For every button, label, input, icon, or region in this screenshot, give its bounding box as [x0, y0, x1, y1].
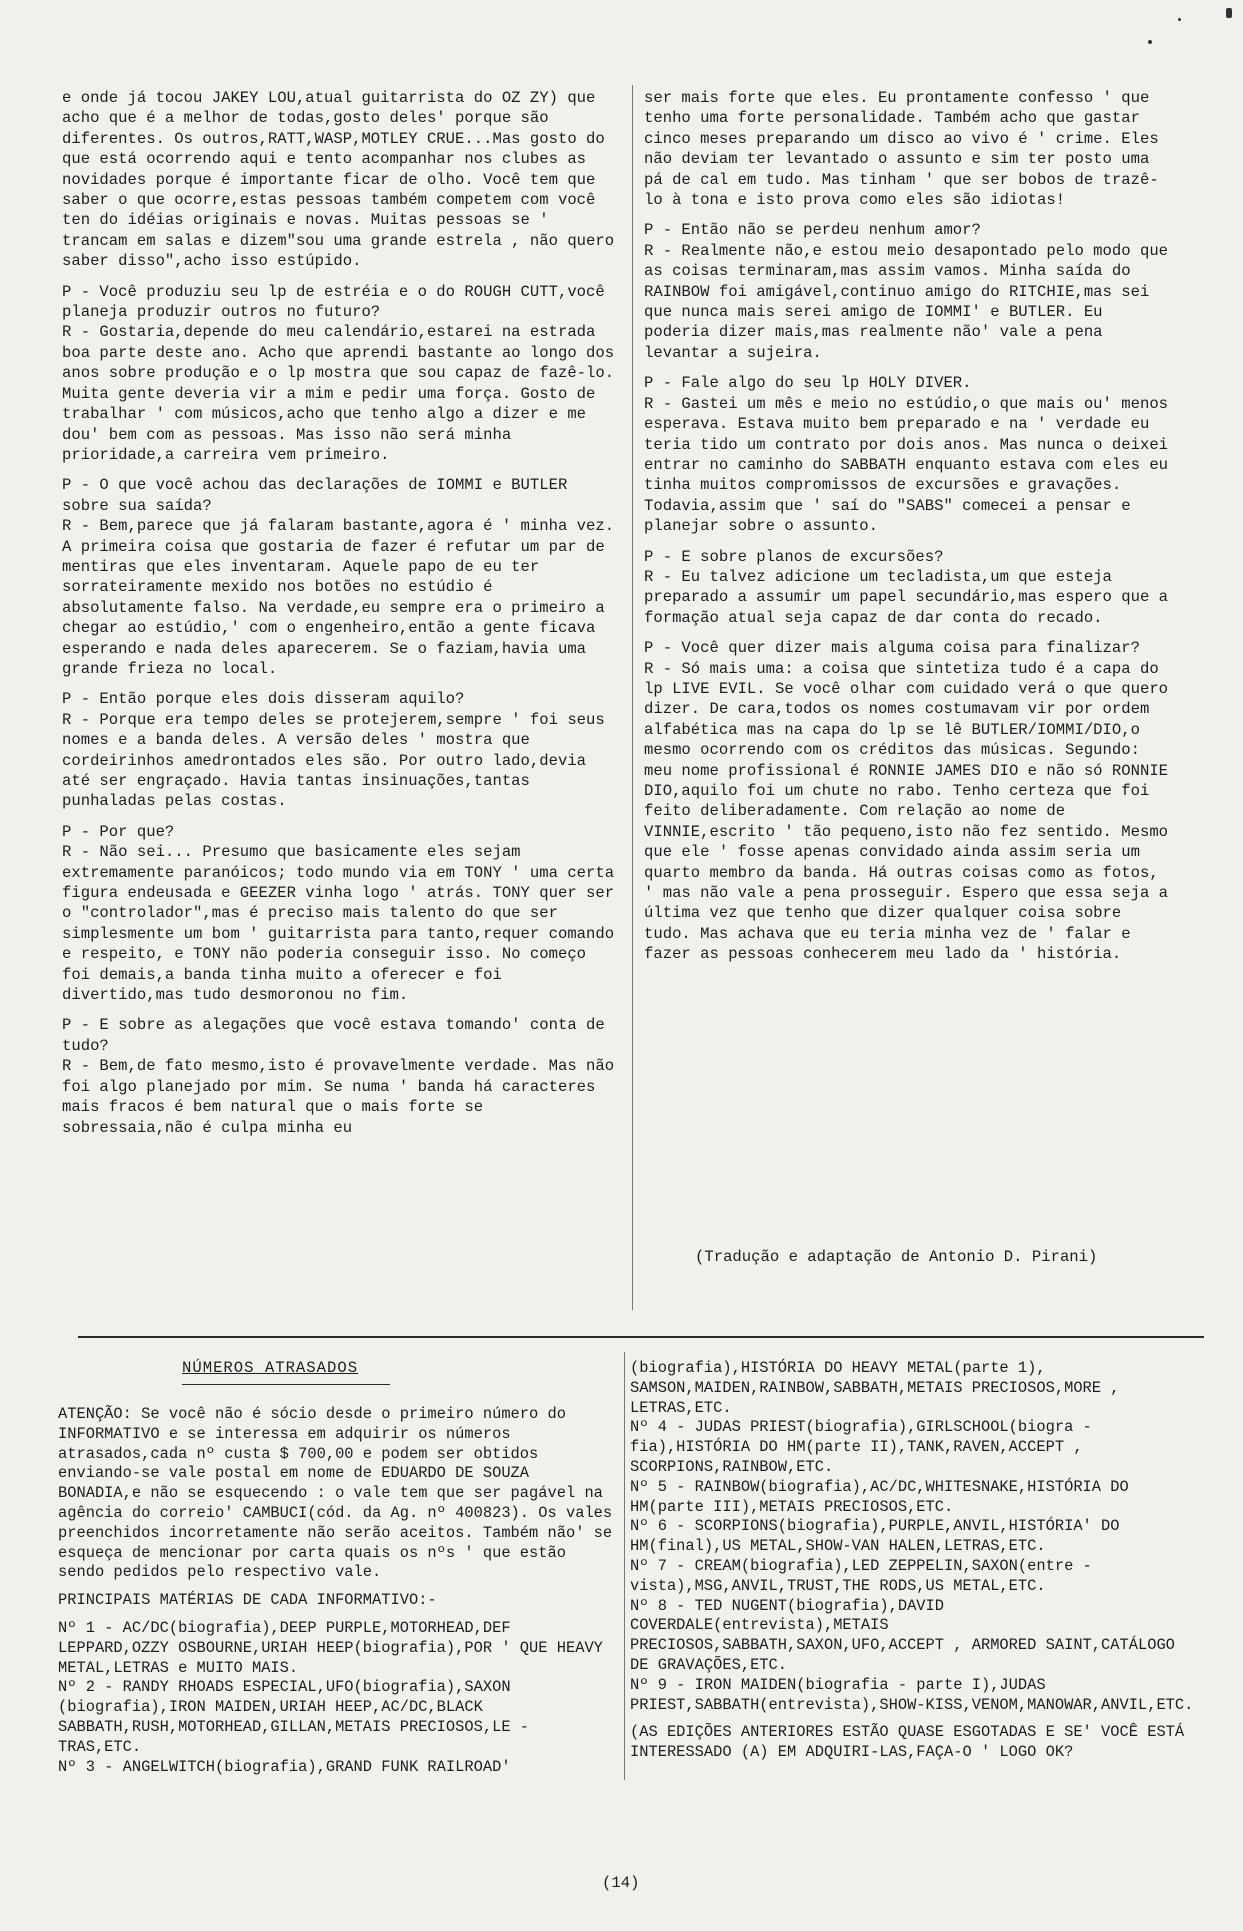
section-divider-rule [78, 1336, 1204, 1338]
back-issues-closing-note: (AS EDIÇÕES ANTERIORES ESTÃO QUASE ESGOTADAS E SE' VOCÊ ESTÁ INTERESSADO (A) EM ADQUIRI-LAS,FAÇA-O ' LOGO OK? [630, 1723, 1194, 1762]
issue-item: (biografia),HISTÓRIA DO HEAVY METAL(parte 1), SAMSON,MAIDEN,RAINBOW,SABBATH,METAIS PRECIOSOS,MORE , LETRAS,ETC. [630, 1359, 1129, 1417]
issue-item: Nº 6 - SCORPIONS(biografia),PURPLE,ANVIL,HISTÓRIA' DO HM(final),US METAL,SHOW-VAN HALEN,LETRAS,ETC. [630, 1517, 1129, 1556]
title-double-underline [182, 1384, 390, 1385]
issue-item: Nº 4 - JUDAS PRIEST(biografia),GIRLSCHOOL(biogra - fia),HISTÓRIA DO HM(parte II),TANK,RAVEN,ACCEPT , SCORPIONS,RAINBOW,ETC. [630, 1418, 1102, 1476]
interview-qa: P - Por que? R - Não sei... Presumo que basicamente eles sejam extremamente paranóicos; todo mundo via em TONY ' uma certa figura endeusada e GEEZER vinha logo ' atrás. TONY quer ser o "controlador",mas é preciso mais talento do que ser simplesmente um bom ' guitarrista para tanto,requer comando e respeito, e TONY não poderia conseguir isso. No começo foi demais,a banda tinha muito a oferecer e foi divertido,mas tudo desmoronou no fim. [62, 822, 615, 1005]
back-issues-right-column [630, 1359, 1200, 1763]
issue-item: Nº 2 - RANDY RHOADS ESPECIAL,UFO(biografia),SAXON (biografia),IRON MAIDEN,URIAH HEEP,AC/DC,BLACK SABBATH,RUSH,MOTORHEAD,GILLAN,METAIS PRECIOSOS,LE - TRAS,ETC. [58, 1678, 539, 1756]
interview-qa: P - Fale algo do seu lp HOLY DIVER. R - Gastei um mês e meio no estúdio,o que mais ou' menos esperava. Estava muito bem preparado e na ' verdade eu teria tido um contrato por dois anos. Mas nunca o deixei entrar no caminho do SABBATH enquanto estava com eles eu tinha muitos compromissos de excursões e gravações. Todavia,assim que ' saí do "SABS" comecei a pensar e planejar sobre o assunto. [644, 374, 1169, 536]
column-divider [624, 1352, 625, 1780]
back-issues-notice: ATENÇÃO: Se você não é sócio desde o primeiro número do INFORMATIVO e se interessa em adquirir os números atrasados,cada nº custa $ 700,00 e podem ser obtidos enviando-se vale postal em nome de EDUARDO DE SOUZA BONADIA,e não se esquecendo : o vale tem que ser pagável na agência do correio' CAMBUCI(cód. da Ag. nº 400823). Os vales preenchidos incorretamente não serão aceitos. Também não' se esqueça de mencionar por carta quais os nºs ' que estão sendo pedidos pelo respectivo vale. [58, 1405, 622, 1582]
issue-item: Nº 7 - CREAM(biografia),LED ZEPPELIN,SAXON(entre - vista),MSG,ANVIL,TRUST,THE RODS,US METAL,ETC. [630, 1556, 1102, 1595]
interview-qa: P - E sobre planos de excursões? R - Eu talvez adicione um tecladista,um que esteja preparado a assumir um papel secundário,mas espero que a formação atual seja capaz de dar conta do recado. [644, 547, 1169, 627]
column-divider [632, 85, 633, 1310]
article-paragraph: ser mais forte que eles. Eu prontamente confesso ' que tenho uma forte personalidade. Também acho que gastar cinco meses preparando um disco ao vivo é ' crime. Eles não deviam ter levantado o assunto e sim ter posto uma pá de cal em tudo. Mas tinham ' que ser bobos de trazê-lo à tona e isto prova como eles são idiotas! [644, 89, 1169, 210]
back-issues-left-column [58, 1405, 620, 1777]
interview-qa: P - Então porque eles dois disseram aquilo? R - Porque era tempo deles se protejerem,sempre ' foi seus nomes e a banda deles. A versão deles ' mostra que cordeirinhos amedrontados eles são. Por outro lado,devia até ser engraçado. Havia tantas insinuações,tantas punhaladas pelas costas. [62, 690, 605, 811]
issue-item: Nº 3 - ANGELWITCH(biografia),GRAND FUNK RAILROAD' [58, 1757, 511, 1776]
ink-speck [1226, 8, 1232, 18]
issue-item: Nº 9 - IRON MAIDEN(biografia - parte I),JUDAS PRIEST,SABBATH(entrevista),SHOW-KISS,VENOM,MANOWAR,ANVIL,ETC. [630, 1675, 1194, 1714]
issue-item: Nº 1 - AC/DC(biografia),DEEP PURPLE,MOTORHEAD,DEF LEPPARD,OZZY OSBOURNE,URIAH HEEP(biografia),POR ' QUE HEAVY METAL,LETRAS e MUITO MAIS. [58, 1618, 613, 1677]
issue-item: Nº 8 - TED NUGENT(biografia),DAVID COVERDALE(entrevista),METAIS PRECIOSOS,SABBATH,SAXON,UFO,ACCEPT , ARMORED SAINT,CATÁLOGO DE GRAVAÇÕES,ETC. [630, 1596, 1185, 1674]
interview-qa: P - O que você achou das declarações de IOMMI e BUTLER sobre sua saída? R - Bem,parece que já falaram bastante,agora é ' minha vez. A primeira coisa que gostaria de fazer é refutar um par de mentiras que eles inventaram. Aquele papo de eu ter sorrateiramente mexido nos botões no estúdio é absolutamente falso. Na verdade,eu sempre era o primeiro a chegar ao estúdio,' com o engenheiro,então a gente ficava esperando e nada deles aparecerem. Se o faziam,havia uma grande frieza no local. [62, 476, 615, 678]
ink-speck [1178, 18, 1181, 21]
section-title: NÚMEROS ATRASADOS [182, 1359, 359, 1377]
interview-qa: P - Você produziu seu lp de estréia e o do ROUGH CUTT,você planeja produzir outros no futuro? R - Gostaria,depende do meu calendário,estarei na estrada boa parte deste ano. Acho que aprendi bastante ao longo dos anos sobre produção e o lp mostra que sou capaz de fazê-lo. Muita gente deveria vir a mim e pedir uma força. Gosto de trabalhar ' com músicos,acho que tenho algo a dizer e me dou' bem com as pessoas. Mas isso não será minha prioridade,a carreira vem primeiro. [62, 282, 615, 464]
page-number: (14) [602, 1874, 640, 1892]
translation-credit: (Tradução e adaptação de Antonio D. Pirani) [695, 1248, 1098, 1266]
article-left-column [62, 88, 622, 1148]
interview-qa: P - E sobre as alegações que você estava tomando' conta de tudo? R - Bem,de fato mesmo,isto é provavelmente verdade. Mas não foi algo planejado por mim. Se numa ' banda há caracteres mais fracos é bem natural que o mais forte se sobressaia,não é culpa minha eu [62, 1016, 615, 1137]
back-issues-list-heading: PRINCIPAIS MATÉRIAS DE CADA INFORMATIVO:- [58, 1591, 437, 1610]
interview-qa: P - Você quer dizer mais alguma coisa para finalizar? R - Só mais uma: a coisa que sintetiza tudo é a capa do lp LIVE EVIL. Se você olhar com cuidado verá o que quero dizer. De cara,todos os nomes costumavam vir por ordem alfabética mas na capa do lp se lê BUTLER/IOMMI/DIO,o mesmo ocorrendo com os créditos das músicas. Segundo: meu nome profissional é RONNIE JAMES DIO e não só RONNIE DIO,aquilo foi um chute no rabo. Tenho certeza que foi feito deliberadamente. Com relação ao nome de VINNIE,escrito ' tão pequeno,isto não fez sentido. Mesmo que ele ' fosse apenas convidado ainda assim seria um quarto membro da banda. Há outras coisas como as fotos, ' mas não vale a pena prosseguir. Espero que essa seja a última vez que tenho que dizer qualquer coisa sobre tudo. Mas achava que eu teria minha vez de ' falar e fazer as pessoas conhecerem meu lado da ' história. [644, 639, 1169, 964]
article-paragraph: e onde já tocou JAKEY LOU,atual guitarrista do OZ ZY) que acho que é a melhor de todas,gosto deles' porque são diferentes. Os outros,RATT,WASP,MOTLEY CRUE...Mas gosto do que está ocorrendo aqui e tento acompanhar nos clubes as novidades porque é importante ficar de olho. Você tem que saber o que ocorre,estas pessoas também competem com você ten do idéias originais e novas. Muitas pessoas se ' trancam em salas e dizem"sou uma grande estrela , não quero saber disso",acho isso estúpido. [62, 89, 624, 271]
issue-item: Nº 5 - RAINBOW(biografia),AC/DC,WHITESNAKE,HISTÓRIA DO HM(parte III),METAIS PRECIOSOS,ETC. [630, 1477, 1138, 1516]
interview-qa: P - Então não se perdeu nenhum amor? R - Realmente não,e estou meio desapontado pelo modo que as coisas terminaram,mas assim vamos. Minha saída do RAINBOW foi amigável,continuo amigo do RITCHIE,mas sei que nunca mais serei amigo de IOMMI' e BUTLER. Eu poderia dizer mais,mas realmente não' vale a pena levantar a sujeira. [644, 221, 1169, 362]
article-right-column [644, 88, 1177, 975]
ink-speck [1148, 40, 1152, 44]
